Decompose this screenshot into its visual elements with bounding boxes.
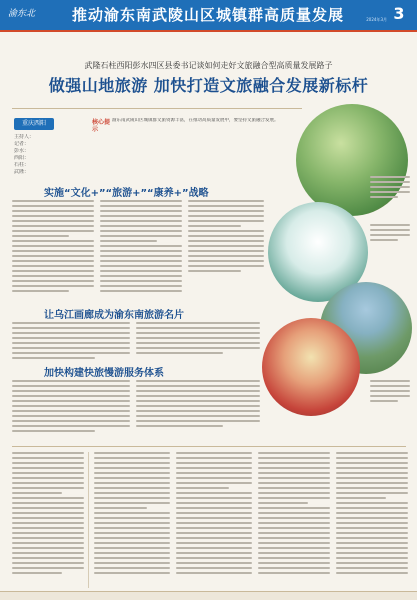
body-column <box>136 322 260 360</box>
section-heading: 实施“文化+”“旅游+”“康养+”战略 <box>44 188 209 199</box>
photo-caption <box>370 176 410 210</box>
page-footer <box>0 591 417 600</box>
masthead-title: 推动渝东南武陵山区城镇群高质量发展 <box>72 6 345 24</box>
body-column <box>336 452 408 588</box>
headline-divider <box>12 108 302 109</box>
column-divider <box>88 452 89 588</box>
body-column <box>12 322 130 360</box>
credit-line: 主持人： <box>14 134 35 140</box>
body-column <box>136 380 260 440</box>
section-heading: 加快构建快旅慢游服务体系 <box>44 368 164 379</box>
credit-line: 彭水： <box>14 148 30 154</box>
body-column <box>258 452 330 588</box>
photo-caption <box>370 380 410 414</box>
credit-line: 西阳： <box>14 155 30 161</box>
core-prompt-label: 核心提示 <box>92 119 111 133</box>
credit-line: 武隆： <box>14 169 30 175</box>
section-divider <box>12 446 406 447</box>
credit-line: 记者： <box>14 141 30 147</box>
scenic-photo <box>262 318 360 416</box>
section-heading: 让乌江画廊成为渝东南旅游名片 <box>44 310 184 321</box>
body-column <box>94 452 170 588</box>
photo-caption <box>370 224 410 252</box>
masthead-logo: 渝东北 <box>8 9 36 19</box>
masthead <box>0 0 417 32</box>
body-column <box>100 200 182 300</box>
credit-line: 石柱： <box>14 162 30 168</box>
core-prompt-text: 渝东南武陵山区城镇群文旅资源丰富，在推动高质量发展中，要坚持文旅融合发展。 <box>112 118 279 123</box>
article-kicker: 武隆石柱西阳彭水四区县委书记谈如何走好文旅融合型高质量发展路子 <box>84 61 333 70</box>
page-number: 3 <box>393 4 405 23</box>
body-column <box>176 452 252 588</box>
sidebar-column <box>12 452 84 588</box>
masthead-meta: 2024年3月 <box>366 17 387 22</box>
body-column <box>12 380 130 440</box>
credits-block <box>14 134 74 176</box>
body-column <box>12 200 94 300</box>
body-column <box>188 200 264 300</box>
article-headline: 做强山地旅游 加快打造文旅融合发展新标杆 <box>48 76 369 95</box>
location-badge: 重庆西阳 <box>14 118 54 130</box>
